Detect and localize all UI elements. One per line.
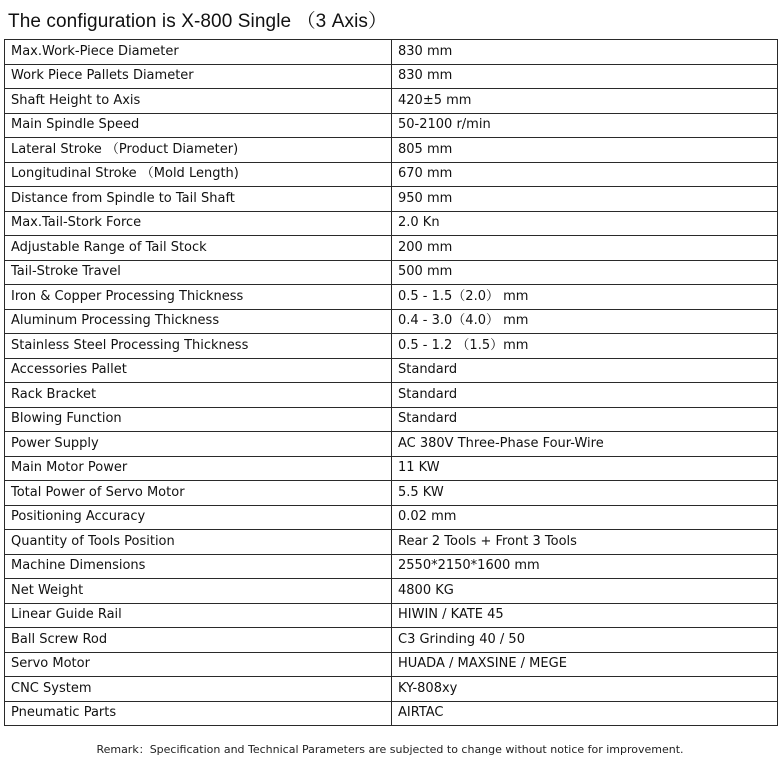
param-value-cell: 805 mm [392, 138, 778, 163]
param-name-cell: Net Weight [5, 579, 392, 604]
table-row [5, 383, 778, 408]
param-name-cell: Power Supply [5, 432, 392, 457]
param-value-cell: 0.4 - 3.0（4.0） mm [392, 309, 778, 334]
param-value-cell: 950 mm [392, 187, 778, 212]
table-row [5, 138, 778, 163]
table-row [5, 358, 778, 383]
table-row [5, 603, 778, 628]
param-value-cell: 2.0 Kn [392, 211, 778, 236]
remark-note: Remark：Specification and Technical Parameters are subjected to change without notice for improvement. [96, 743, 684, 756]
param-value-cell: HUADA / MAXSINE / MEGE [392, 652, 778, 677]
param-name-cell: Lateral Stroke （Product Diameter) [5, 138, 392, 163]
param-name-cell: Distance from Spindle to Tail Shaft [5, 187, 392, 212]
table-row [5, 236, 778, 261]
table-row [5, 162, 778, 187]
param-name-cell: CNC System [5, 677, 392, 702]
table-row [5, 260, 778, 285]
table-row [5, 652, 778, 677]
param-value-cell: Rear 2 Tools + Front 3 Tools [392, 530, 778, 555]
param-name-cell: Servo Motor [5, 652, 392, 677]
param-name-cell: Longitudinal Stroke （Mold Length) [5, 162, 392, 187]
param-name-cell: Pneumatic Parts [5, 701, 392, 726]
param-value-cell: 11 KW [392, 456, 778, 481]
param-name-cell: Stainless Steel Processing Thickness [5, 334, 392, 359]
table-row [5, 334, 778, 359]
param-value-cell: 4800 KG [392, 579, 778, 604]
table-row [5, 628, 778, 653]
param-value-cell: 500 mm [392, 260, 778, 285]
param-name-cell: Aluminum Processing Thickness [5, 309, 392, 334]
table-row [5, 505, 778, 530]
param-value-cell: Standard [392, 358, 778, 383]
param-value-cell: KY-808xy [392, 677, 778, 702]
param-name-cell: Iron & Copper Processing Thickness [5, 285, 392, 310]
param-value-cell: AIRTAC [392, 701, 778, 726]
spec-table-body [5, 40, 778, 726]
table-row [5, 211, 778, 236]
param-name-cell: Tail-Stroke Travel [5, 260, 392, 285]
table-row [5, 113, 778, 138]
spec-table [4, 39, 778, 726]
table-row [5, 456, 778, 481]
param-value-cell: 5.5 KW [392, 481, 778, 506]
param-value-cell: 830 mm [392, 64, 778, 89]
param-value-cell: 0.02 mm [392, 505, 778, 530]
param-name-cell: Rack Bracket [5, 383, 392, 408]
table-row [5, 677, 778, 702]
table-row [5, 530, 778, 555]
table-row [5, 40, 778, 65]
param-value-cell: 0.5 - 1.2 （1.5）mm [392, 334, 778, 359]
param-value-cell: 420±5 mm [392, 89, 778, 114]
param-name-cell: Machine Dimensions [5, 554, 392, 579]
param-name-cell: Main Spindle Speed [5, 113, 392, 138]
table-row [5, 579, 778, 604]
param-value-cell: 200 mm [392, 236, 778, 261]
param-name-cell: Total Power of Servo Motor [5, 481, 392, 506]
page-title: The configuration is X-800 Single （3 Axis） [8, 11, 388, 32]
table-row [5, 64, 778, 89]
param-name-cell: Max.Work-Piece Diameter [5, 40, 392, 65]
table-row [5, 89, 778, 114]
table-row [5, 481, 778, 506]
param-name-cell: Accessories Pallet [5, 358, 392, 383]
param-value-cell: 830 mm [392, 40, 778, 65]
param-name-cell: Shaft Height to Axis [5, 89, 392, 114]
param-name-cell: Work Piece Pallets Diameter [5, 64, 392, 89]
param-name-cell: Adjustable Range of Tail Stock [5, 236, 392, 261]
param-name-cell: Max.Tail-Stork Force [5, 211, 392, 236]
param-name-cell: Quantity of Tools Position [5, 530, 392, 555]
table-row [5, 285, 778, 310]
table-row [5, 701, 778, 726]
table-row [5, 554, 778, 579]
table-row [5, 407, 778, 432]
param-name-cell: Main Motor Power [5, 456, 392, 481]
param-value-cell: 0.5 - 1.5（2.0） mm [392, 285, 778, 310]
param-name-cell: Blowing Function [5, 407, 392, 432]
param-name-cell: Linear Guide Rail [5, 603, 392, 628]
table-row [5, 309, 778, 334]
param-value-cell: 670 mm [392, 162, 778, 187]
param-value-cell: HIWIN / KATE 45 [392, 603, 778, 628]
param-value-cell: C3 Grinding 40 / 50 [392, 628, 778, 653]
param-value-cell: 2550*2150*1600 mm [392, 554, 778, 579]
param-value-cell: Standard [392, 383, 778, 408]
param-value-cell: 50-2100 r/min [392, 113, 778, 138]
param-value-cell: Standard [392, 407, 778, 432]
param-name-cell: Positioning Accuracy [5, 505, 392, 530]
param-name-cell: Ball Screw Rod [5, 628, 392, 653]
table-row [5, 187, 778, 212]
table-row [5, 432, 778, 457]
param-value-cell: AC 380V Three-Phase Four-Wire [392, 432, 778, 457]
